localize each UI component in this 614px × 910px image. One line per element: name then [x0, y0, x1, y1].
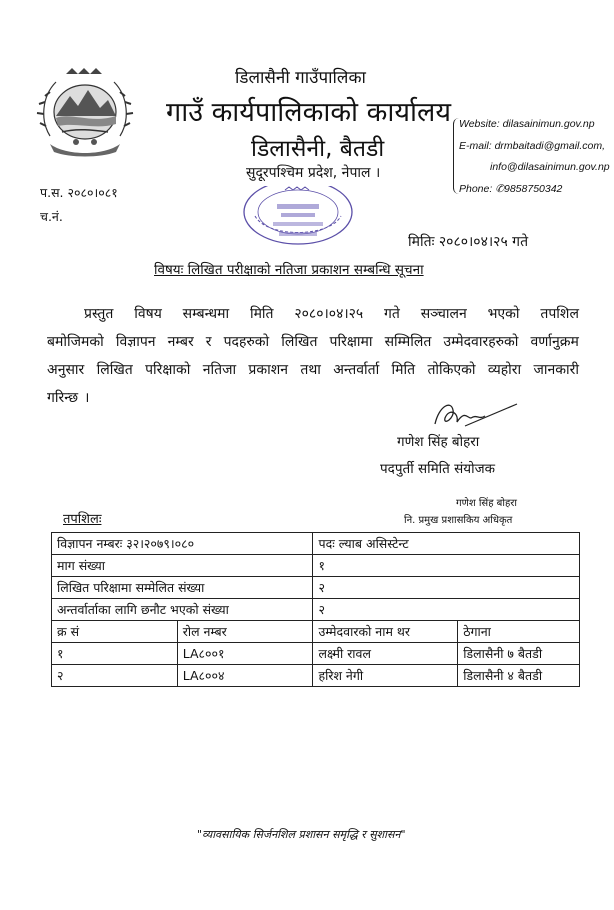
- letter-number: प.स. २०८०।०८१: [40, 185, 118, 200]
- rural-municipality-name: डिलासैनी गाउँपालिका: [235, 68, 366, 88]
- office-round-stamp: [237, 186, 359, 256]
- dispatch-number: च.नं.: [40, 209, 63, 224]
- header-candidate-name: उम्मेदवारको नाम थर: [313, 621, 458, 643]
- table-header-row: [52, 621, 580, 643]
- candidate-name-cell: हरिश नेगी: [313, 665, 458, 687]
- table-row: [52, 665, 580, 687]
- body-word: परिक्षामा: [329, 334, 373, 350]
- interview-label: अन्तर्वार्ताका लागि छनौट भएको संख्या: [52, 599, 313, 621]
- body-word: तोकिएको: [427, 362, 476, 378]
- written-exam-value: २: [313, 577, 580, 599]
- roll-number-cell: LA८००१: [177, 643, 313, 665]
- signatory-position: पदपुर्ती समिति संयोजक: [380, 461, 496, 477]
- phone-text[interactable]: Phone: ✆9858750342: [459, 183, 563, 195]
- body-word: तथा: [300, 362, 321, 378]
- serial-cell: २: [52, 665, 178, 687]
- demand-label: माग संख्या: [52, 555, 313, 577]
- table-row: [52, 599, 580, 621]
- email-text[interactable]: E-mail: drmbaitadi@gmail.com,: [459, 140, 606, 152]
- body-word: नतिजा: [202, 362, 237, 378]
- header-address: ठेगाना: [458, 621, 580, 643]
- body-word: लिखित: [96, 362, 133, 378]
- table-row: [52, 555, 580, 577]
- officer-stamp-name: गणेश सिंह बोहरा: [456, 498, 517, 509]
- body-word: विज्ञापन: [115, 334, 156, 350]
- body-word: विषय: [134, 306, 162, 322]
- table-row: [52, 643, 580, 665]
- body-word: २०८०।०४।२५: [294, 306, 364, 322]
- table-row: [52, 577, 580, 599]
- body-word: सम्बन्धमा: [182, 306, 230, 322]
- nepal-emblem-icon: [36, 66, 134, 158]
- body-word: भएको: [487, 306, 520, 322]
- body-word: बमोजिमको: [47, 334, 104, 350]
- province-name: सुदूरपश्चिम प्रदेश, नेपाल ।: [246, 165, 381, 181]
- written-exam-label: लिखित परिक्षामा सम्मेलित संख्या: [52, 577, 313, 599]
- footer-motto: "व्यावसायिक सिर्जनशिल प्रशासन समृद्धि र सुशासन": [197, 828, 406, 841]
- roll-number-cell: LA८००४: [177, 665, 313, 687]
- body-word: सम्मिलित: [384, 334, 432, 350]
- signatory-name: गणेश सिंह बोहरा: [397, 434, 480, 450]
- website-text[interactable]: Website: dilasainimun.gov.np: [459, 118, 595, 130]
- advertisement-number: विज्ञापन नम्बरः ३२।२०७९।०८०: [52, 533, 313, 555]
- body-word: परिक्षाको: [145, 362, 191, 378]
- office-title: गाउँ कार्यपालिकाको कार्यालय: [166, 97, 451, 128]
- header-roll-number: रोल नम्बर: [177, 621, 313, 643]
- post-name: पदः ल्याब असिस्टेन्ट: [313, 533, 580, 555]
- officer-stamp-position: नि. प्रमुख प्रशासकिय अधिकृत: [404, 515, 513, 526]
- address-cell: डिलासैनी ७ बैतडी: [458, 643, 580, 665]
- notice-date: मितिः २०८०।०४।२५ गते: [408, 234, 529, 250]
- contact-block: [453, 118, 612, 194]
- body-word: गरिन्छ: [47, 390, 79, 406]
- interview-value: २: [313, 599, 580, 621]
- email-secondary-text[interactable]: info@dilasainimun.gov.np: [490, 161, 610, 173]
- body-word: वर्णानुक्रम: [530, 334, 579, 350]
- demand-value: १: [313, 555, 580, 577]
- body-word: र: [205, 334, 212, 350]
- body-word: नम्बर: [167, 334, 194, 350]
- body-word: जानकारी: [533, 362, 579, 378]
- address-cell: डिलासैनी ४ बैतडी: [458, 665, 580, 687]
- header-serial: क्र सं: [52, 621, 178, 643]
- serial-cell: १: [52, 643, 178, 665]
- body-word: लिखित: [281, 334, 318, 350]
- body-word: प्रकाशन: [248, 362, 289, 378]
- body-word: अनुसार: [47, 362, 85, 378]
- body-word: तपशिल: [540, 306, 579, 322]
- body-line-3: [47, 356, 579, 384]
- body-word: पदहरुको: [223, 334, 270, 350]
- table-row: [52, 533, 580, 555]
- candidate-name-cell: लक्ष्मी रावल: [313, 643, 458, 665]
- body-line-2: [47, 328, 579, 356]
- body-word: ।: [84, 390, 90, 406]
- body-word: मिति: [249, 306, 274, 322]
- body-word: उम्मेदवारहरुको: [443, 334, 519, 350]
- body-line-1: [47, 300, 579, 328]
- body-word: सञ्चालन: [420, 306, 467, 322]
- office-location: डिलासैनी, बैतडी: [251, 136, 385, 162]
- body-word: प्रस्तुत: [84, 306, 114, 322]
- body-word: मिति: [391, 362, 416, 378]
- results-table: [51, 532, 580, 687]
- notice-subject: विषयः लिखित परीक्षाको नतिजा प्रकाशन सम्बन्धि सूचना: [154, 262, 424, 278]
- body-word: अन्तर्वार्ता: [333, 362, 380, 378]
- handwritten-signature: [425, 396, 520, 436]
- body-word: गते: [384, 306, 400, 322]
- details-label: तपशिलः: [63, 512, 102, 527]
- body-word: व्यहोरा: [487, 362, 522, 378]
